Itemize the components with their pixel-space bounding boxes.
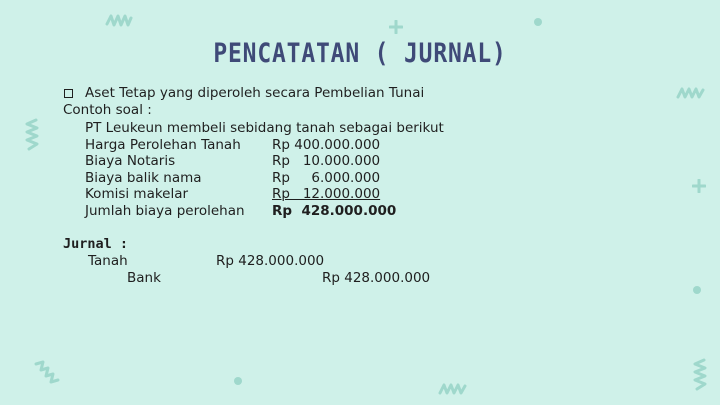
page-title: PENCATATAN ( JURNAL) <box>213 38 507 69</box>
squiggle-icon <box>690 358 710 392</box>
cost-label: Biaya balik nama <box>85 170 202 186</box>
journal-label: Jurnal : <box>63 236 129 252</box>
cost-amount: Rp 400.000.000 <box>272 137 381 153</box>
dot-icon <box>692 285 702 295</box>
squiggle-icon <box>676 85 706 101</box>
plus-icon <box>389 20 403 34</box>
checkbox-bullet-icon <box>64 89 73 98</box>
cost-label: Biaya Notaris <box>85 153 176 169</box>
squiggle-icon <box>105 12 133 30</box>
example-description: PT Leukeun membeli sebidang tanah sebagai berikut <box>85 120 444 136</box>
dot-icon <box>233 376 243 386</box>
cost-label: Harga Perolehan Tanah <box>85 137 241 153</box>
example-label: Contoh soal : <box>63 102 152 118</box>
plus-icon <box>692 179 706 193</box>
total-amount: Rp 428.000.000 <box>272 203 397 219</box>
debit-amount: Rp 428.000.000 <box>216 253 325 269</box>
cost-amount: Rp 10.000.000 <box>272 153 381 169</box>
squiggle-icon <box>33 358 61 386</box>
bullet-text: Aset Tetap yang diperoleh secara Pembelian Tunai <box>85 85 425 101</box>
squiggle-icon <box>22 118 42 152</box>
cost-amount: Rp 12.000.000 <box>272 186 381 202</box>
credit-amount: Rp 428.000.000 <box>322 270 431 286</box>
credit-account: Bank <box>127 270 161 286</box>
debit-account: Tanah <box>88 253 128 269</box>
cost-amount: Rp 6.000.000 <box>272 170 381 186</box>
cost-label: Komisi makelar <box>85 186 189 202</box>
dot-icon <box>533 17 543 27</box>
total-label: Jumlah biaya perolehan <box>85 203 245 219</box>
squiggle-icon <box>438 381 468 397</box>
